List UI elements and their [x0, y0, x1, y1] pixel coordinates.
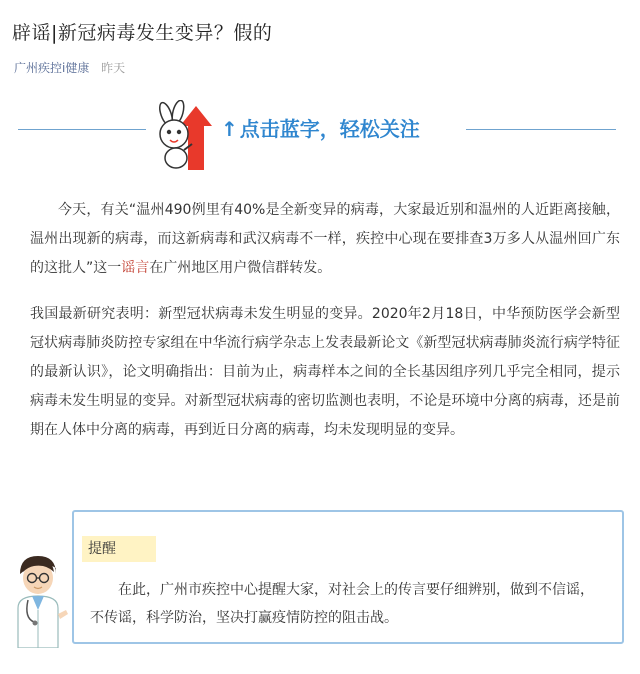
paragraph-research: 我国最新研究表明：新型冠状病毒未发生明显的变异。2020年2月18日，中华预防医学会新型冠状病毒肺炎防控专家组在中华流行病学杂志上发表最新论文《新型冠状病毒肺炎流行病学特征的最新认识》，论文明确指出：目前为止，病毒样本之间的全长基因组序列几乎完全相同，提示病毒未发生明显的变异。对新型冠状病毒的密切监测也表明，不论是环境中分离的病毒，还是前期在人体中分离的病毒，再到近日分离的病毒，均未发现明显的变异。: [30, 306, 620, 438]
paragraph-text: 今天，有关“温州490例里有40%是全新变异的病毒，大家最近别和温州的人近距离接触，温州出现新的病毒，而这新病毒和武汉病毒不一样，疾控中心现在要排查3万多人从温州回广东的这批人”这一: [30, 202, 620, 276]
follow-text: 点击蓝字，轻松关注: [239, 117, 420, 141]
article-meta: [14, 59, 125, 76]
paragraph-text: 在广州地区用户微信群转发。: [149, 260, 332, 276]
paragraph-rumor: [30, 196, 620, 283]
follow-prompt[interactable]: [221, 113, 420, 142]
reminder-text: 在此，广州市疾控中心提醒大家，对社会上的传言要仔细辨别，做到不信谣，不传谣，科学防治，坚决打赢疫情防控的阻击战。: [90, 582, 594, 626]
article-title: 辟谣|新冠病毒发生变异？假的: [12, 22, 273, 44]
author-link[interactable]: 广州疾控i健康: [14, 61, 90, 75]
rabbit-mascot-icon: [150, 100, 220, 172]
follow-banner[interactable]: [0, 96, 640, 176]
banner-divider-right: [466, 129, 616, 130]
rumor-highlight: 谣言: [121, 260, 150, 276]
arrow-up-icon: ↑: [221, 117, 238, 141]
reminder-tag: 提醒: [82, 536, 156, 562]
reminder-box: [72, 510, 624, 644]
publish-date: 昨天: [101, 61, 126, 75]
banner-divider-left: [18, 129, 146, 130]
doctor-avatar-icon: [6, 548, 70, 648]
